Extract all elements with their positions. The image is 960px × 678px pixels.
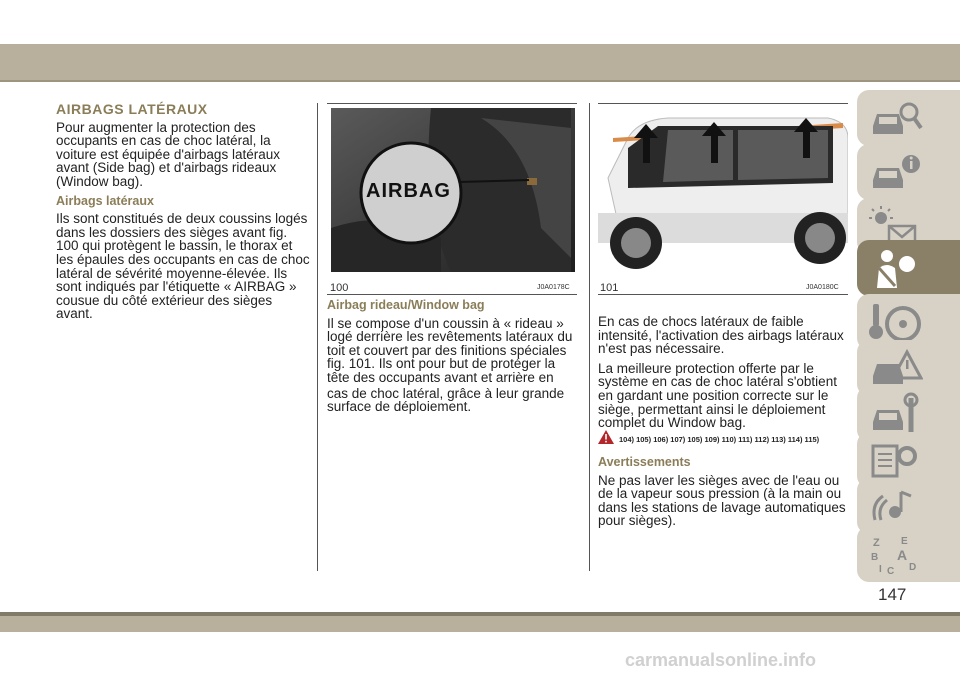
figure-100-bottom-rule bbox=[327, 294, 577, 295]
figure-101-image bbox=[598, 108, 848, 272]
tab-car-search[interactable] bbox=[857, 90, 960, 146]
figure-100-image bbox=[331, 108, 575, 272]
svg-text:C: C bbox=[887, 566, 895, 577]
watermark-text: carmanualsonline.info bbox=[625, 650, 817, 670]
svg-text:E: E bbox=[901, 536, 908, 547]
svg-text:Z: Z bbox=[873, 537, 880, 549]
side-airbags-title: Airbags latéraux bbox=[56, 193, 154, 208]
warnings-paragraph: Ne pas laver les sièges avec de l'eau ou de la vapeur sous pression (à la main ou dans les stations de lavage automatiques pour sièges). bbox=[598, 472, 846, 529]
right-column-bottom bbox=[598, 456, 850, 534]
section-title: AIRBAGS LATÉRAUX bbox=[56, 101, 208, 117]
figure-100-code: J0A0178C bbox=[537, 284, 570, 291]
multimedia-icon bbox=[867, 484, 923, 530]
page-number: 147 bbox=[878, 585, 907, 604]
best-protection-paragraph: La meilleure protection offerte par le système en cas de choc latéral s'obtient en gardant une position correcte sur le siège, permettant ainsi le déploiement complet du Window bag. bbox=[598, 360, 837, 431]
warning-references: 104) 105) 106) 107) 105) 109) 110) 111) 112) 113) 114) 115) bbox=[619, 435, 820, 444]
figure-101-bottom-rule bbox=[598, 294, 848, 295]
side-airbags-paragraph: Ils sont constitués de deux coussins logés dans les dossiers des sièges avant fig. 100 qui protègent le bassin, le thorax et les épaules des occupants en cas de choc latéral de sévérité moyenne-élevée. Ils sont indiqués par l'étiquette « AIRBAG » cousue du côté extérieur des sièges avant. bbox=[56, 211, 310, 322]
seatbelt-airbag-icon bbox=[867, 246, 923, 292]
figure-100-top-rule bbox=[327, 103, 577, 104]
svg-text:D: D bbox=[909, 562, 917, 573]
footer-band-line bbox=[0, 612, 960, 616]
car-info-icon bbox=[867, 150, 923, 196]
left-column bbox=[56, 103, 310, 327]
header-band-line bbox=[0, 80, 960, 82]
svg-text:B: B bbox=[871, 552, 879, 563]
svg-text:I: I bbox=[879, 564, 882, 575]
figure-101-number: 101 bbox=[600, 282, 619, 294]
window-bag-title: Airbag rideau/Window bag bbox=[327, 298, 485, 312]
suv-window-bag-illustration bbox=[598, 108, 848, 272]
svg-text:A: A bbox=[897, 547, 908, 563]
window-bag-paragraph-1: Il se compose d'un coussin à « rideau » logé derrière les revêtements latéraux du toit et couvert par des finitions spéciales fig. 101. Ils ont pour but de protéger la tête des occupants avant et arrière en bbox=[327, 315, 573, 385]
tab-car-info[interactable] bbox=[857, 144, 960, 200]
tab-safety[interactable] bbox=[857, 240, 960, 296]
right-column-top bbox=[598, 315, 850, 436]
tab-index[interactable] bbox=[857, 526, 960, 582]
car-search-icon bbox=[867, 96, 923, 142]
warnings-title: Avertissements bbox=[598, 455, 691, 469]
figure-100-number: 100 bbox=[330, 282, 349, 294]
airbag-label: AIRBAG bbox=[366, 180, 451, 202]
column-divider bbox=[317, 103, 318, 571]
figure-101-code: J0A0180C bbox=[806, 284, 839, 291]
low-intensity-paragraph: En cas de chocs latéraux de faible intensité, l'activation des airbags latéraux n'est pas nécessaire. bbox=[598, 314, 844, 357]
header-band bbox=[0, 44, 960, 82]
middle-column bbox=[327, 299, 579, 420]
figure-101-top-rule bbox=[598, 103, 848, 104]
column-divider-2 bbox=[589, 103, 590, 571]
intro-paragraph: Pour augmenter la protection des occupants en cas de choc latéral, la voiture est équipée d'airbags latéraux avant (Side bag) et d'airbags rideaux (Window bag). bbox=[56, 119, 280, 189]
window-bag-paragraph-2: cas de choc latéral, grâce à leur grande surface de déploiement. bbox=[327, 385, 565, 415]
alphabetical-index-icon bbox=[867, 532, 923, 578]
warning-triangle-icon bbox=[598, 430, 614, 444]
